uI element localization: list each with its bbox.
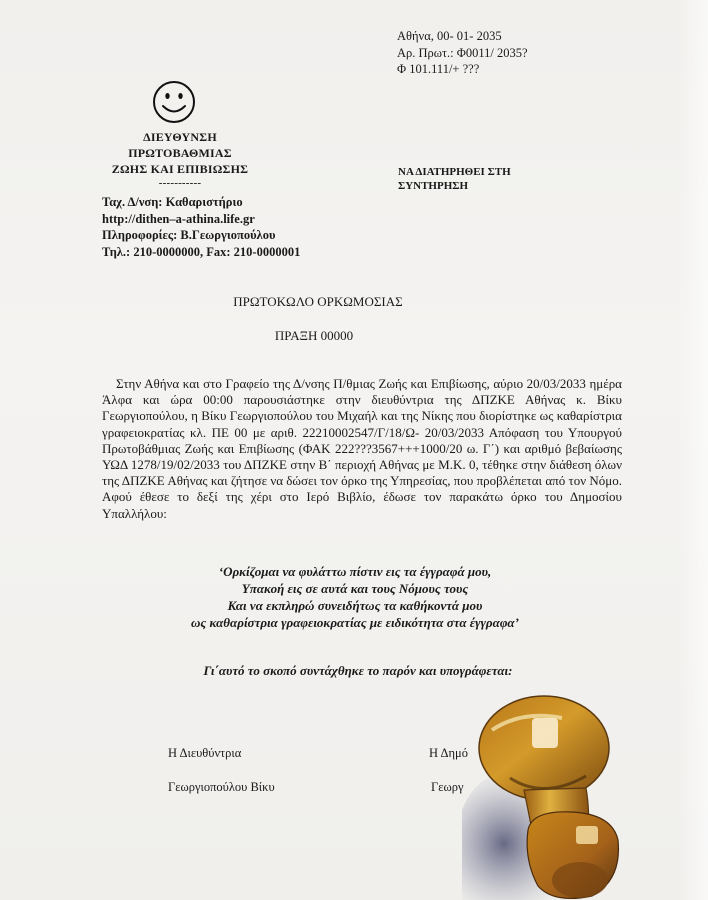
signature-right-name: Γεωργ bbox=[431, 780, 464, 794]
information-contact: Πληροφορίες: Β.Γεωργιοπούλου bbox=[102, 228, 276, 242]
retention-note bbox=[398, 165, 511, 193]
closing-statement: Γι΄αυτό το σκοπό συντάχθηκε το παρόν και υπογράφεται: bbox=[203, 663, 513, 678]
document-title: ΠΡΩΤΟΚΩΛΟ ΟΡΚΩΜΟΣΙΑΣ bbox=[233, 294, 403, 309]
body-paragraph: Στην Αθήνα και στο Γραφείο της Δ/νσης Π/θμιας Ζωής και Επιβίωσης, αύριο 20/03/2033 ημέρα Άλφα και ώρα 00:00 παρουσιάστηκε στην διευθύντρια της ΔΠΖΚΕ Αθήνας κ. Βίκυ Γεωργιοπούλου, η Βίκυ Γεωργιοπούλου του Μιχαήλ και της Νίκης που διορίστηκε ως καθαρίστρια γραφειοκρατίας κλ. ΠΕ 00 με αριθ. 22210002547/Γ/18/Ω- 20/03/2033 Απόφαση του Υπουργού Πρωτοβάθμιας Ζωής και Επιβίωσης (ΦΑΚ 222???3567+++1000/20 ω. Γ΄) και αριθμό βεβαίωσης ΥΩΔ 1278/19/02/2033 του ΔΠΖΚΕ στην Β΄ περιοχή Αθήνας με Μ.Κ. 0, τέθηκε στην διάθεση όλων της ΔΠΖΚΕ Αθήνας και ζήτησε να δώσει τον όρκο της Υπηρεσίας, που προβλέπεται από τον Νόμο. Αφού έθεσε το δεξί της χέρι στο Ιερό Βιβλίο, έδωσε τον παρακάτω όρκο του Δημοσίου Υπαλλήλου: bbox=[102, 376, 622, 521]
department-line-2: ΠΡΩΤΟΒΑΘΜΙΑΣ bbox=[128, 146, 232, 160]
file-number: Φ 101.111/+ ??? bbox=[397, 62, 480, 76]
document-header-meta bbox=[397, 28, 528, 78]
department-line-1: ΔΙΕΥΘΥΝΣΗ bbox=[143, 130, 217, 144]
contact-info bbox=[102, 194, 300, 260]
retention-note-line-2: ΣΥΝΤΗΡΗΣΗ bbox=[398, 180, 468, 192]
protocol-number: Αρ. Πρωτ.: Φ0011/ 2035? bbox=[397, 45, 528, 60]
rubber-stamp-illustration bbox=[462, 690, 708, 900]
postal-address: Ταχ. Δ/νση: Καθαριστήριο bbox=[102, 195, 243, 209]
signature-right-title: Η Δημό bbox=[429, 746, 468, 760]
signature-left-name: Γεωργιοπούλου Βίκυ bbox=[168, 780, 275, 794]
oath-line-2: Υπακοή εις σε αυτά και τους Νόμους τους bbox=[241, 581, 469, 596]
signature-left-title: Η Διευθύντρια bbox=[168, 746, 242, 760]
department-line-3: ΖΩΗΣ ΚΑΙ ΕΠΙΒΙΩΣΗΣ bbox=[111, 162, 249, 176]
retention-note-line-1: ΝΑ ΔΙΑΤΗΡΗΘΕΙ ΣΤΗ bbox=[398, 166, 511, 178]
act-number: ΠΡΑΞΗ 00000 bbox=[274, 328, 354, 343]
oath-text bbox=[100, 563, 610, 631]
smiley-face-icon bbox=[152, 80, 196, 124]
date-line: Αθήνα, 00- 01- 2035 bbox=[397, 29, 502, 43]
oath-line-1: ‘Ορκίζομαι να φυλάττω πίστιν εις τα έγγραφά μου, bbox=[218, 564, 492, 579]
website-link[interactable]: http://dithen–a-athina.life.gr bbox=[102, 211, 255, 226]
oath-line-4: ως καθαρίστρια γραφειοκρατίας με ειδικότητα στα έγγραφα’ bbox=[191, 615, 519, 630]
department-separator: ----------- bbox=[158, 177, 202, 189]
department-name bbox=[95, 129, 265, 189]
phone-fax: Τηλ.: 210-0000000, Fax: 210-0000001 bbox=[102, 244, 301, 259]
oath-line-3: Και να εκπληρώ συνειδήτως τα καθήκοντά μου bbox=[227, 598, 483, 613]
